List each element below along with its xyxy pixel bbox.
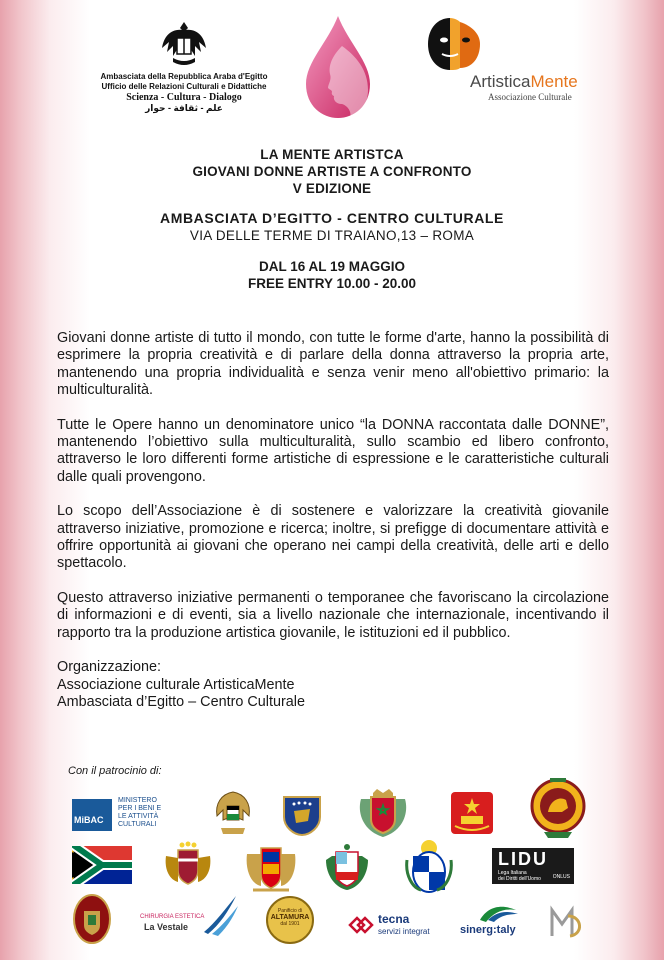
coat-of-arms-icon <box>322 840 372 894</box>
vestale-line2: La Vestale <box>144 922 189 932</box>
crest-icon <box>72 893 112 945</box>
mibac-short: MiBAC <box>74 815 104 825</box>
mibac-text <box>118 797 161 829</box>
title-line1: LA MENTE ARTISTCA <box>260 147 404 162</box>
organization-label: Organizzazione: <box>57 659 161 676</box>
lidu-tag: ONLUS <box>552 874 570 880</box>
woman-drop-icon <box>298 12 378 122</box>
flag-icon <box>72 846 132 884</box>
tecna-sub: servizi integrat <box>378 927 430 936</box>
embassy-motto-arabic: علم - ثقافة - حوار <box>145 103 223 113</box>
lidu-text <box>498 870 541 882</box>
crest-icon <box>355 785 411 841</box>
brand-prefix: Artistica <box>470 72 531 91</box>
egypt-eagle-icon <box>161 18 207 68</box>
lavestale-logo <box>140 892 244 940</box>
mibac-line2: PER I BENI E <box>118 805 162 812</box>
tecna-name: tecna <box>378 912 410 926</box>
embassy-office: Ufficio delle Relazioni Culturali e Didattiche <box>101 82 267 91</box>
paragraph-3: Lo scopo dell’Associazione è di sostenere e valorizzare la creatività giovanile attraverso iniziative, promozione e ricerca; inoltre, si prefigge di documentare attività e offrire opportunità ai giovani che operano nei campi della creatività, delle arti e dello spettacolo. <box>57 503 609 572</box>
kosovo-emblem <box>282 795 322 842</box>
lidu-line2: dei Diritti dell'Uomo <box>498 876 541 882</box>
altamura-line3: dal 1901 <box>280 921 300 927</box>
wave-swoosh-icon <box>198 892 242 936</box>
paragraph-4: Questo attraverso iniziative permanenti o temporanee che favoriscano la circolazione di informazioni e di eventi, sia a livello nazionale che internazionale, incentivando il rapporto tra la produzione artistica giovanile, le istituzioni ed il pubblico. <box>57 589 609 641</box>
swoosh-icon <box>476 902 520 924</box>
event-entry: FREE ENTRY 10.00 - 20.00 <box>247 276 417 291</box>
altamura-line2: ALTAMURA <box>270 914 310 921</box>
header <box>0 0 664 135</box>
mibac-line3: LE ATTIVITÀ <box>118 813 159 820</box>
title-line2: GIOVANI DONNE ARTISTE A CONFRONTO <box>192 164 472 179</box>
brand-subtitle: Associazione Culturale <box>488 92 572 102</box>
mibac-line4: CULTURALI <box>118 821 157 828</box>
brand-name <box>470 72 578 92</box>
body-text <box>57 330 609 711</box>
egypt-embassy-logo <box>84 18 284 113</box>
armenia-emblem <box>243 840 299 901</box>
sinergitaly-name: sinerg:taly <box>460 924 516 936</box>
embassy-motto: Scienza - Cultura - Dialogo <box>126 92 242 103</box>
tecna-logo <box>348 912 448 942</box>
srilanka-emblem <box>530 772 586 847</box>
coat-of-arms-icon <box>243 840 299 896</box>
shield-icon <box>282 795 322 837</box>
patronage-label: Con il patrocinio di: <box>68 765 162 777</box>
event-titles <box>0 146 664 292</box>
lidu-line1: Lega Italiana <box>498 870 527 876</box>
uruguay-emblem <box>401 836 457 901</box>
artisticamente-logo <box>420 14 610 114</box>
latvia-emblem <box>160 840 216 895</box>
coat-of-arms-icon <box>401 836 457 896</box>
md-monogram-icon <box>548 902 588 942</box>
title-line3: V EDIZIONE <box>292 181 372 196</box>
paragraph-2: Tutte le Opere hanno un denominatore unico “la DONNA raccontata dalle DONNE”, mantenendo l’obiettivo sulla multiculturalità, sullo scambio ed libero confronto, attraverso le loro differenti forme artistiche di espressione e le caratteristiche culturali dalle quali provengono. <box>57 416 609 485</box>
china-emblem <box>449 790 495 841</box>
lion-seal-icon <box>530 772 586 842</box>
mibac-logo <box>72 795 182 835</box>
md-logo <box>548 902 588 947</box>
tecna-mark-icon <box>348 916 374 934</box>
altamura-logo <box>266 896 314 944</box>
venue-address: VIA DELLE TERME DI TRAIANO,13 – ROMA <box>189 228 475 243</box>
masks-faces-icon <box>420 14 490 74</box>
emblem-icon <box>449 790 495 836</box>
red-crest-logo <box>72 893 112 950</box>
mibac-line1: MINISTERO <box>118 797 157 804</box>
embassy-name: Ambasciata della Repubblica Araba d'Egitto <box>100 72 268 81</box>
lidu-logo <box>492 848 574 884</box>
pink-drop-logo <box>298 12 378 127</box>
brand-suffix: Mente <box>530 72 578 91</box>
paragraph-1: Giovani donne artiste di tutto il mondo, con tutte le forme d'arte, hanno la possibilità di esprimere la propria creatività e di parlare della donna attraverso la propria arte, mantenendo una propria individualità e senza venir meno all'obiettivo primario: la multiculturalità. <box>57 330 609 399</box>
lidu-short: LIDU <box>498 849 548 869</box>
peru-emblem <box>322 840 372 899</box>
organization-2: Ambasciata d’Egitto – Centro Culturale <box>57 693 305 710</box>
eagle-emblem-icon <box>213 788 253 838</box>
event-dates: DAL 16 AL 19 MAGGIO <box>258 259 406 274</box>
southafrica-flag <box>72 846 132 889</box>
sinergitaly-logo <box>460 902 540 942</box>
palestine-emblem <box>213 788 253 843</box>
coat-of-arms-icon <box>160 840 216 890</box>
vestale-line1: CHIRURGIA ESTETICA <box>140 914 205 920</box>
altamura-line1: Panificio di <box>277 908 303 914</box>
venue-name: AMBASCIATA D’EGITTO - CENTRO CULTURALE <box>160 210 504 226</box>
organization-1: Associazione culturale ArtisticaMente <box>57 676 295 693</box>
